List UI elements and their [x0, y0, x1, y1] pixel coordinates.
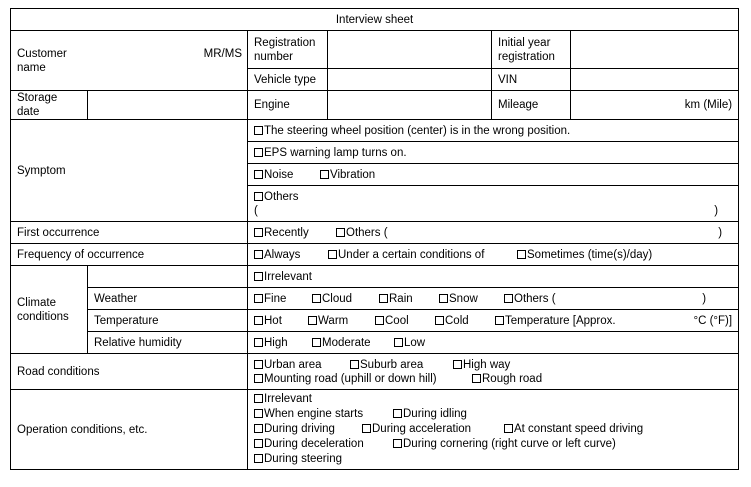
checkbox-icon[interactable]: [254, 394, 263, 403]
frequency-sometimes-option[interactable]: Sometimes (time(s)/day): [517, 248, 652, 262]
customer-name-label: Customer name: [17, 47, 67, 74]
checkbox-icon[interactable]: [328, 250, 337, 259]
storage-date-label: Storage date: [11, 91, 88, 120]
symptom-others-option[interactable]: Others ( ): [248, 186, 739, 222]
temperature-hot-option[interactable]: Hot: [254, 314, 308, 328]
symptom-vibration-option[interactable]: Vibration: [320, 168, 375, 182]
checkbox-icon[interactable]: [504, 294, 513, 303]
weather-snow-option[interactable]: Snow: [439, 292, 504, 306]
checkbox-icon[interactable]: [254, 374, 263, 383]
checkbox-icon[interactable]: [435, 316, 444, 325]
operation-steering-option[interactable]: During steering: [254, 452, 342, 467]
checkbox-icon[interactable]: [312, 294, 321, 303]
humidity-label: Relative humidity: [88, 332, 248, 354]
weather-label: Weather: [88, 288, 248, 310]
symptom-noise-option[interactable]: Noise: [254, 168, 320, 182]
temperature-unit: °C (°F)]: [693, 314, 733, 327]
engine-label: Engine: [248, 91, 328, 120]
road-options: [248, 354, 739, 390]
checkbox-icon[interactable]: [308, 316, 317, 325]
checkbox-icon[interactable]: [254, 272, 263, 281]
road-rough-option[interactable]: Rough road: [472, 372, 542, 386]
weather-options: [248, 288, 739, 310]
checkbox-icon[interactable]: [254, 454, 263, 463]
weather-close: ): [702, 292, 707, 305]
temperature-approx-option[interactable]: Temperature [Approx.: [495, 314, 616, 328]
operation-options: [248, 390, 739, 470]
weather-rain-option[interactable]: Rain: [379, 292, 439, 306]
operation-engine-starts-option[interactable]: When engine starts: [254, 407, 393, 422]
checkbox-icon[interactable]: [394, 338, 403, 347]
registration-number-label: Registration number: [248, 31, 328, 69]
checkbox-icon[interactable]: [312, 338, 321, 347]
checkbox-icon[interactable]: [375, 316, 384, 325]
mileage-label: Mileage: [492, 91, 571, 120]
checkbox-icon[interactable]: [254, 338, 263, 347]
checkbox-icon[interactable]: [495, 316, 504, 325]
checkbox-icon[interactable]: [453, 360, 462, 369]
vin-field[interactable]: [571, 69, 739, 91]
symptom-eps-option[interactable]: EPS warning lamp turns on.: [248, 142, 739, 164]
weather-others-option[interactable]: Others (: [504, 292, 556, 306]
first-occurrence-recently-option[interactable]: Recently: [254, 226, 336, 240]
frequency-always-option[interactable]: Always: [254, 248, 328, 262]
checkbox-icon[interactable]: [254, 316, 263, 325]
initial-year-registration-label: Initial year registration: [492, 31, 571, 69]
checkbox-icon[interactable]: [517, 250, 526, 259]
temperature-options: [248, 310, 739, 332]
operation-idling-option[interactable]: During idling: [393, 407, 467, 422]
symptom-others-paren-close: ): [714, 204, 719, 217]
climate-label: Climate conditions: [11, 266, 88, 354]
first-occurrence-close: ): [718, 226, 723, 239]
humidity-moderate-option[interactable]: Moderate: [312, 336, 394, 350]
frequency-options: [248, 244, 739, 266]
temperature-warm-option[interactable]: Warm: [308, 314, 375, 328]
humidity-high-option[interactable]: High: [254, 336, 312, 350]
frequency-under-option[interactable]: Under a certain conditions of: [328, 248, 517, 262]
weather-fine-option[interactable]: Fine: [254, 292, 312, 306]
road-mounting-option[interactable]: Mounting road (uphill or down hill): [254, 372, 472, 386]
registration-number-field[interactable]: [328, 31, 492, 69]
checkbox-icon[interactable]: [254, 192, 263, 201]
operation-cornering-option[interactable]: During cornering (right curve or left curve): [393, 437, 616, 452]
climate-empty-cell: [88, 266, 248, 288]
temperature-cool-option[interactable]: Cool: [375, 314, 435, 328]
sheet-title: Interview sheet: [11, 9, 739, 31]
vehicle-type-field[interactable]: [328, 69, 492, 91]
checkbox-icon[interactable]: [254, 439, 263, 448]
humidity-low-option[interactable]: Low: [394, 336, 425, 350]
temperature-cold-option[interactable]: Cold: [435, 314, 495, 328]
first-occurrence-options: [248, 222, 739, 244]
mileage-field[interactable]: [571, 91, 739, 120]
checkbox-icon[interactable]: [254, 294, 263, 303]
vehicle-type-label: Vehicle type: [248, 69, 328, 91]
symptom-label: Symptom: [11, 120, 248, 222]
frequency-label: Frequency of occurrence: [11, 244, 248, 266]
operation-label: Operation conditions, etc.: [11, 390, 248, 470]
symptom-noise-vibration: [248, 164, 739, 186]
symptom-steering-option[interactable]: The steering wheel position (center) is in the wrong position.: [248, 120, 739, 142]
vin-label: VIN: [492, 69, 571, 91]
weather-cloud-option[interactable]: Cloud: [312, 292, 379, 306]
checkbox-icon[interactable]: [254, 360, 263, 369]
checkbox-icon[interactable]: [393, 409, 402, 418]
checkbox-icon[interactable]: [254, 409, 263, 418]
checkbox-icon[interactable]: [379, 294, 388, 303]
checkbox-icon[interactable]: [362, 424, 371, 433]
operation-deceleration-option[interactable]: During deceleration: [254, 437, 393, 452]
operation-irrelevant-option[interactable]: Irrelevant: [254, 392, 312, 407]
checkbox-icon[interactable]: [254, 250, 263, 259]
initial-year-registration-field[interactable]: [571, 31, 739, 69]
mileage-unit: km (Mile): [684, 99, 733, 111]
road-label: Road conditions: [11, 354, 248, 390]
climate-irrelevant-option[interactable]: Irrelevant: [248, 266, 739, 288]
checkbox-icon[interactable]: [254, 126, 263, 135]
checkbox-icon[interactable]: [254, 228, 263, 237]
checkbox-icon[interactable]: [336, 228, 345, 237]
checkbox-icon[interactable]: [472, 374, 481, 383]
road-urban-option[interactable]: Urban area: [254, 358, 350, 372]
operation-acceleration-option[interactable]: During acceleration: [362, 422, 504, 437]
checkbox-icon[interactable]: [439, 294, 448, 303]
interview-sheet: [10, 8, 739, 470]
engine-field[interactable]: [328, 91, 492, 120]
checkbox-icon[interactable]: [254, 424, 263, 433]
operation-constant-option[interactable]: At constant speed driving: [504, 422, 643, 437]
checkbox-icon[interactable]: [254, 170, 263, 179]
road-highway-option[interactable]: High way: [453, 358, 510, 372]
storage-date-field[interactable]: [88, 91, 248, 120]
checkbox-icon[interactable]: [393, 439, 402, 448]
first-occurrence-others-option[interactable]: Others (: [336, 226, 388, 240]
customer-name-cell[interactable]: [11, 31, 248, 91]
checkbox-icon[interactable]: [320, 170, 329, 179]
checkbox-icon[interactable]: [254, 148, 263, 157]
symptom-others-paren-open: (: [254, 204, 258, 217]
first-occurrence-label: First occurrence: [11, 222, 248, 244]
humidity-options: [248, 332, 739, 354]
operation-driving-option[interactable]: During driving: [254, 422, 362, 437]
checkbox-icon[interactable]: [504, 424, 513, 433]
customer-name-suffix: MR/MS: [203, 47, 242, 60]
checkbox-icon[interactable]: [350, 360, 359, 369]
road-suburb-option[interactable]: Suburb area: [350, 358, 453, 372]
temperature-label: Temperature: [88, 310, 248, 332]
